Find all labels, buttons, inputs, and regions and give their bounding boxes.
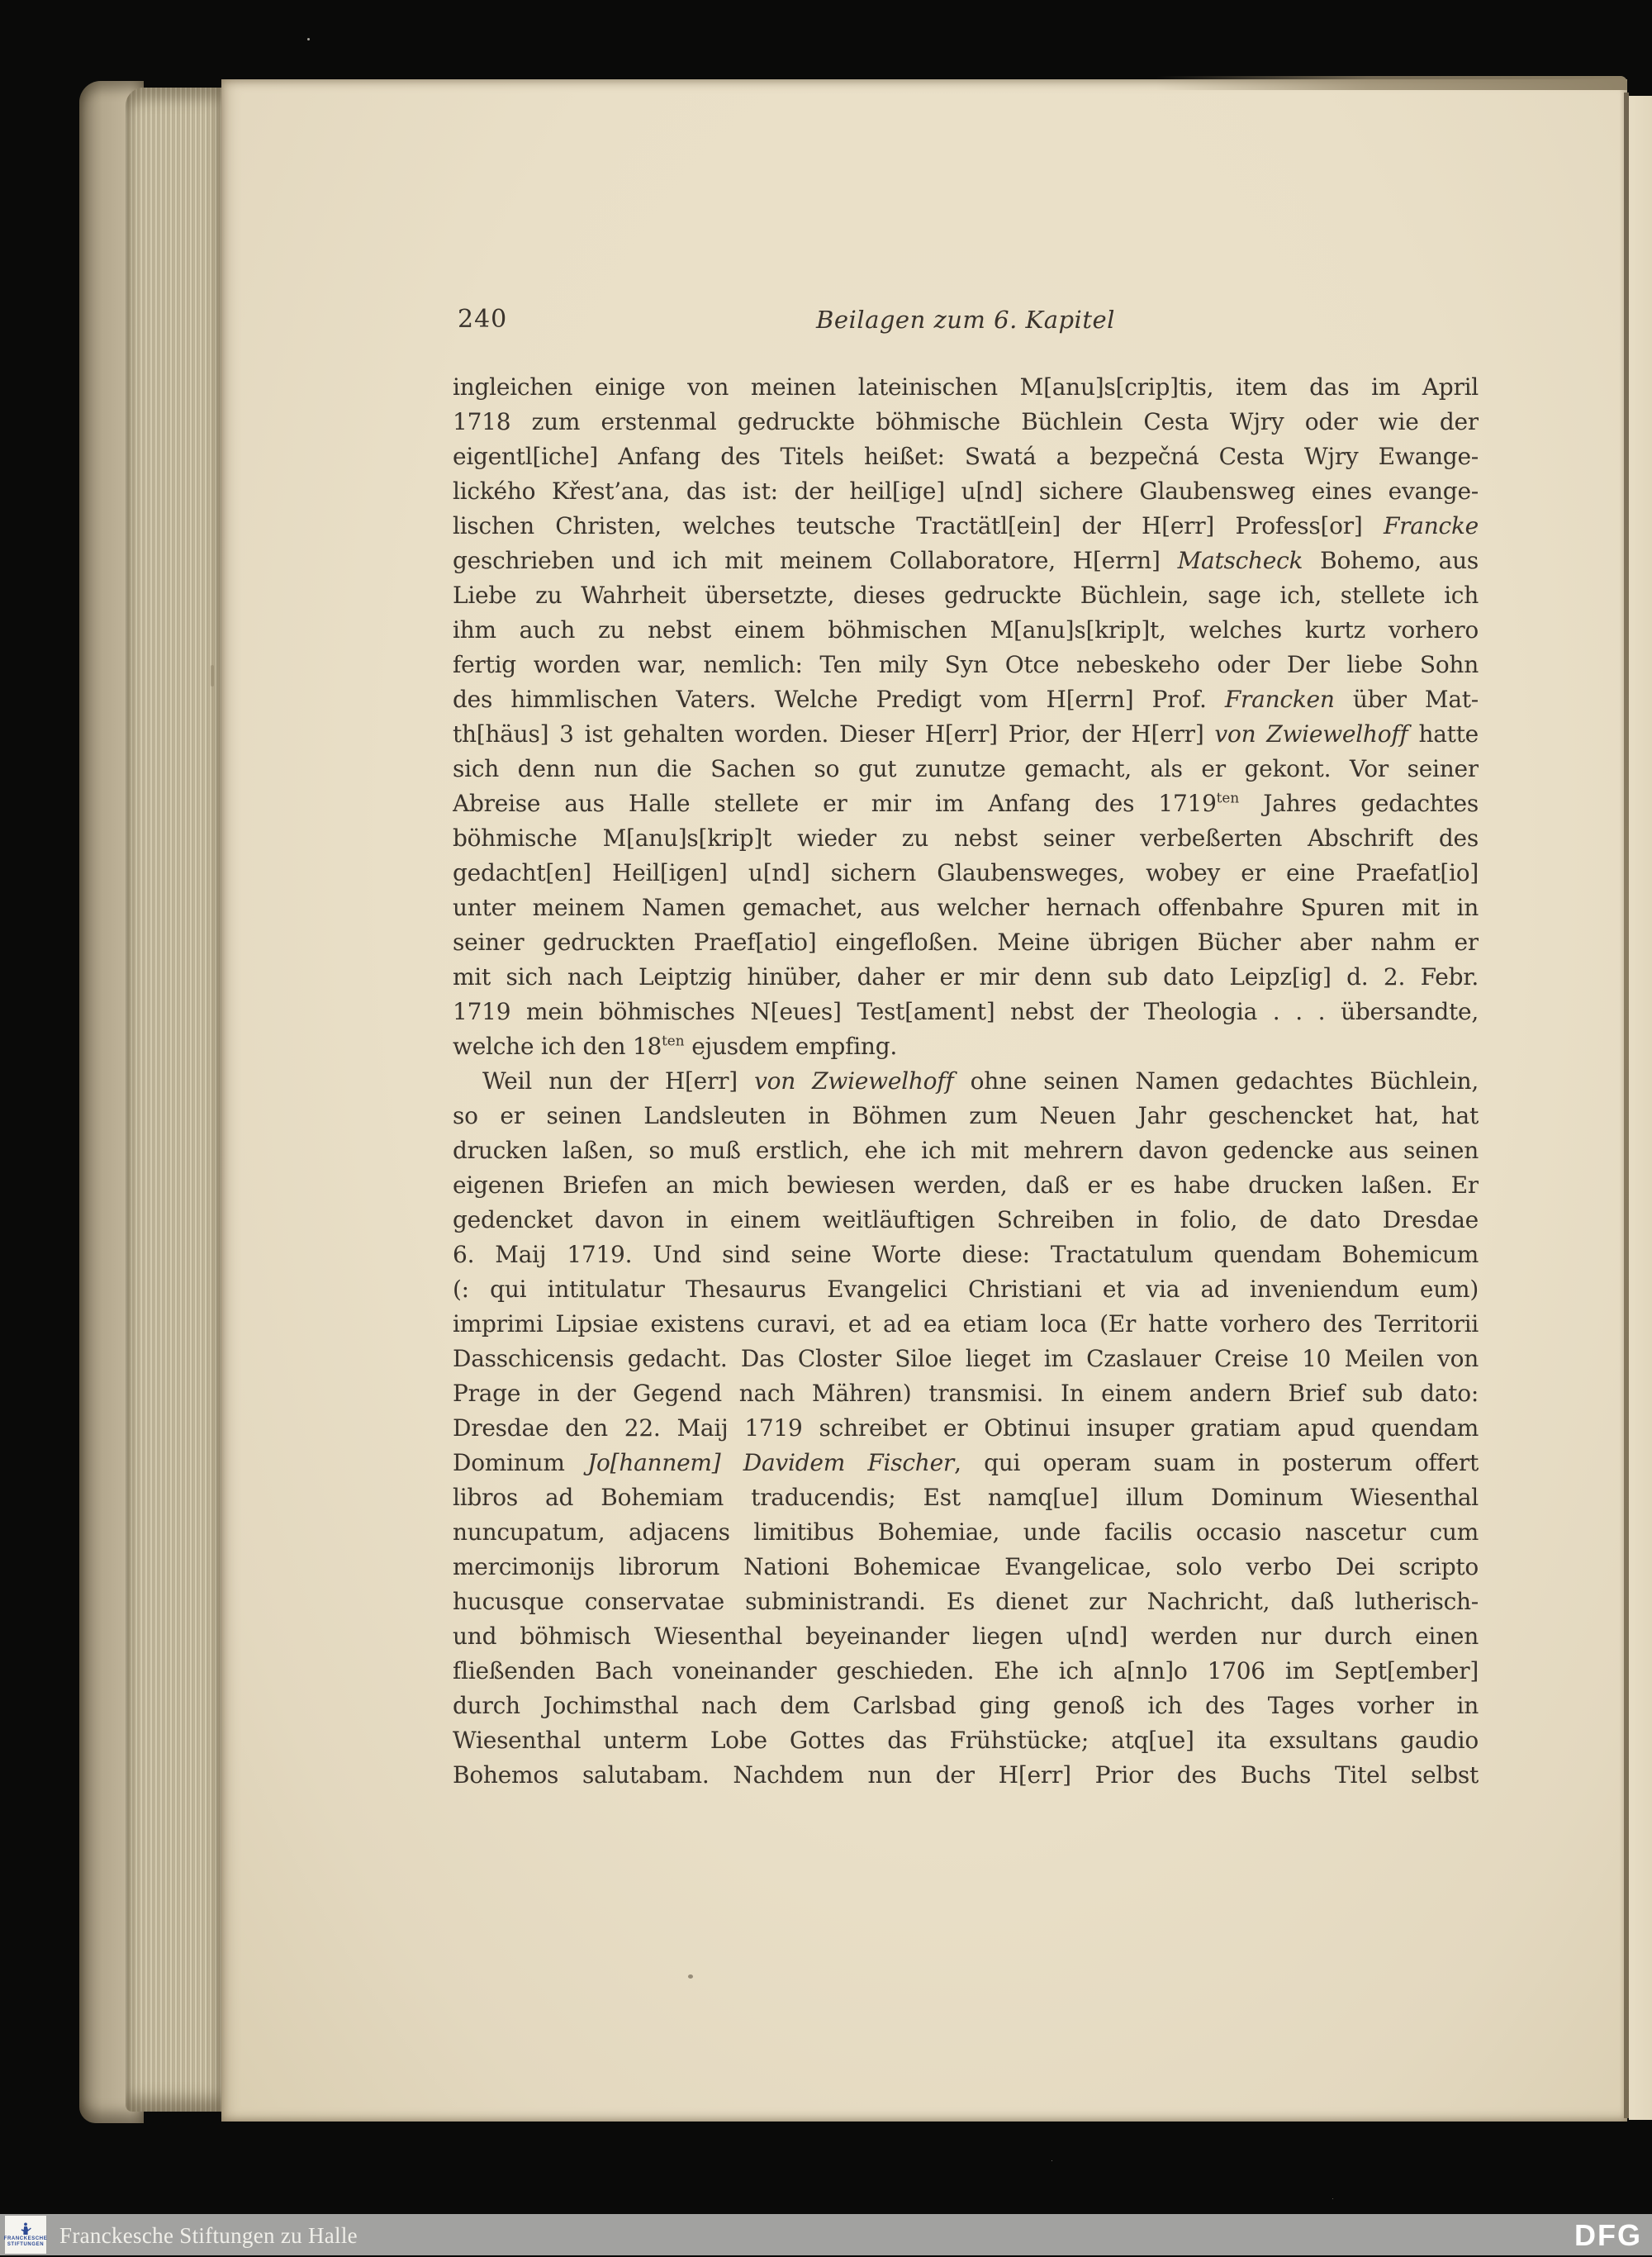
text-line: gedacht[en] Heil[igen] u[nd] sichern Glaubensweges, wobey er eine Praefat[io] bbox=[453, 859, 1479, 886]
text-line: 1718 zum erstenmal gedruckte böhmische Büchlein Cesta Wjry oder wie der bbox=[453, 408, 1479, 435]
page-header bbox=[453, 302, 1479, 337]
facing-page-edge bbox=[1629, 96, 1652, 2120]
text-line: ingleichen einige von meinen lateinischen M[anu]s[crip]tis, item das im April bbox=[453, 373, 1479, 401]
text-line: Weil nun der H[err] von Zwiewelhoff ohne seinen Namen gedachtes Büchlein, bbox=[482, 1067, 1479, 1095]
text-line: und böhmisch Wiesenthal beyeinander liegen u[nd] werden nur durch einen bbox=[453, 1623, 1479, 1650]
text-line: libros ad Bohemiam traducendis; Est namq[ue] illum Dominum Wiesenthal bbox=[453, 1484, 1479, 1511]
text-line: eigenen Briefen an mich bewiesen werden, daß er es habe drucken laßen. Er bbox=[453, 1171, 1479, 1199]
text-line: böhmische M[anu]s[krip]t wieder zu nebst seiner verbeßerten Abschrift des bbox=[453, 824, 1479, 852]
page-edge-mark bbox=[211, 665, 214, 687]
franckesche-stiftungen-logo bbox=[5, 2216, 46, 2254]
logo-text-line-1: FRANCKESCHE bbox=[3, 2236, 48, 2241]
text-line: Dominum Jo[hannem] Davidem Fischer, qui operam suam in posterum offert bbox=[453, 1449, 1479, 1476]
text-line: unter meinem Namen gemachet, aus welcher hernach offenbahre Spuren mit in bbox=[453, 894, 1479, 921]
footer-bar bbox=[0, 2214, 1652, 2255]
text-line: eigentl[iche] Anfang des Titels heißet: Swatá a bezpečná Cesta Wjry Ewange- bbox=[453, 443, 1479, 470]
text-line: sich denn nun die Sachen so gut zunutze gemacht, als er gekont. Vor seiner bbox=[453, 755, 1479, 782]
text-line: Dresdae den 22. Maij 1719 schreibet er Obtinui insuper gratiam apud quendam bbox=[453, 1414, 1479, 1442]
page-number: 240 bbox=[458, 305, 508, 334]
page-top-deckle-edge bbox=[1156, 76, 1627, 90]
text-line: welche ich den $18^{ten}$ ejusdem empfing. bbox=[453, 1032, 898, 1060]
text-line: durch Jochimsthal nach dem Carlsbad ging genoß ich des Tages vorher in bbox=[453, 1692, 1479, 1719]
text-line: Dasschicensis gedacht. Das Closter Siloe lieget im Czaslauer Creise 10 Meilen von bbox=[453, 1345, 1479, 1372]
text-line: Bohemos salutabam. Nachdem nun der H[err] Prior des Buchs Titel selbst bbox=[453, 1761, 1479, 1789]
page-stack-fore-edge bbox=[126, 88, 221, 2112]
text-line: seiner gedruckten Praef[atio] eingefloßen. Meine übrigen Bücher aber nahm er bbox=[453, 929, 1479, 956]
text-block bbox=[453, 370, 1479, 1793]
text-line: fließenden Bach voneinander geschieden. Ehe ich a[nn]o 1706 im Sept[ember] bbox=[453, 1657, 1479, 1684]
text-line: th[häus] 3 ist gehalten worden. Dieser H[err] Prior, der H[err] von Zwiewelhoff hatte bbox=[453, 720, 1479, 748]
running-header: Beilagen zum 6. Kapitel bbox=[816, 306, 1115, 334]
book-page bbox=[221, 79, 1627, 2122]
text-line: des himmlischen Vaters. Welche Predigt vom H[errn] Prof. Francken über Mat- bbox=[453, 686, 1479, 713]
text-line: Wiesenthal unterm Lobe Gottes das Frühstücke; atq[ue] ita exsultans gaudio bbox=[453, 1727, 1479, 1754]
text-line: gedencket davon in einem weitläuftigen Schreiben in folio, de dato Dresdae bbox=[453, 1206, 1479, 1233]
text-line: Liebe zu Wahrheit übersetzte, dieses gedruckte Büchlein, sage ich, stellete ich bbox=[453, 582, 1479, 609]
ink-speck bbox=[688, 1974, 693, 1979]
text-line: geschrieben und ich mit meinem Collaboratore, H[errn] Matscheck Bohemo, aus bbox=[453, 547, 1479, 574]
text-line: nuncupatum, adjacens limitibus Bohemiae, unde facilis occasio nascetur cum bbox=[453, 1518, 1479, 1546]
text-line: lického Křest’ana, das ist: der heil[ige] u[nd] sichere Glaubensweg eines evange- bbox=[453, 478, 1479, 505]
text-line: fertig worden war, nemlich: Ten mily Syn Otce nebeskeho oder Der liebe Sohn bbox=[453, 651, 1479, 678]
text-line: 6. Maij 1719. Und sind seine Worte diese: Tractatulum quendam Bohemicum bbox=[453, 1241, 1479, 1268]
footer-institution-label: Franckesche Stiftungen zu Halle bbox=[59, 2223, 358, 2248]
text-line: lischen Christen, welches teutsche Tractätl[ein] der H[err] Profess[or] Francke bbox=[453, 512, 1479, 539]
dust-specks bbox=[307, 38, 310, 40]
text-line: so er seinen Landsleuten in Böhmen zum Neuen Jahr geschencket hat, hat bbox=[453, 1102, 1479, 1129]
francke-figure-icon bbox=[20, 2222, 31, 2236]
text-line: mit sich nach Leiptzig hinüber, daher er mir denn sub dato Leipz[ig] d. 2. Febr. bbox=[453, 963, 1479, 991]
text-line: 1719 mein böhmisches N[eues] Test[ament] nebst der Theologia . . . übersandte, bbox=[453, 998, 1479, 1025]
text-line: mercimonijs librorum Nationi Bohemicae Evangelicae, solo verbo Dei scripto bbox=[453, 1553, 1479, 1580]
text-line: Prage in der Gegend nach Mähren) transmisi. In einem andern Brief sub dato: bbox=[453, 1380, 1479, 1407]
text-line: (: qui intitulatur Thesaurus Evangelici Christiani et via ad inveniendum eum) bbox=[453, 1276, 1479, 1303]
logo-text-line-2: STIFTUNGEN bbox=[7, 2242, 45, 2247]
text-line: imprimi Lipsiae existens curavi, et ad ea etiam loca (Er hatte vorhero des Territorii bbox=[453, 1310, 1479, 1338]
text-line: hucusque conservatae subministrandi. Es dienet zur Nachricht, daß lutherisch- bbox=[453, 1588, 1479, 1615]
text-line: drucken laßen, so muß erstlich, ehe ich mit mehrern davon gedencke aus seinen bbox=[453, 1137, 1479, 1164]
dfg-logo: DFG bbox=[1574, 2218, 1642, 2252]
text-line: Abreise aus Halle stellete er mir im Anfang des $1719^{ten}$ Jahres gedachtes bbox=[453, 789, 1479, 817]
text-line: ihm auch zu nebst einem böhmischen M[anu]s[krip]t, welches kurtz vorhero bbox=[453, 616, 1479, 644]
